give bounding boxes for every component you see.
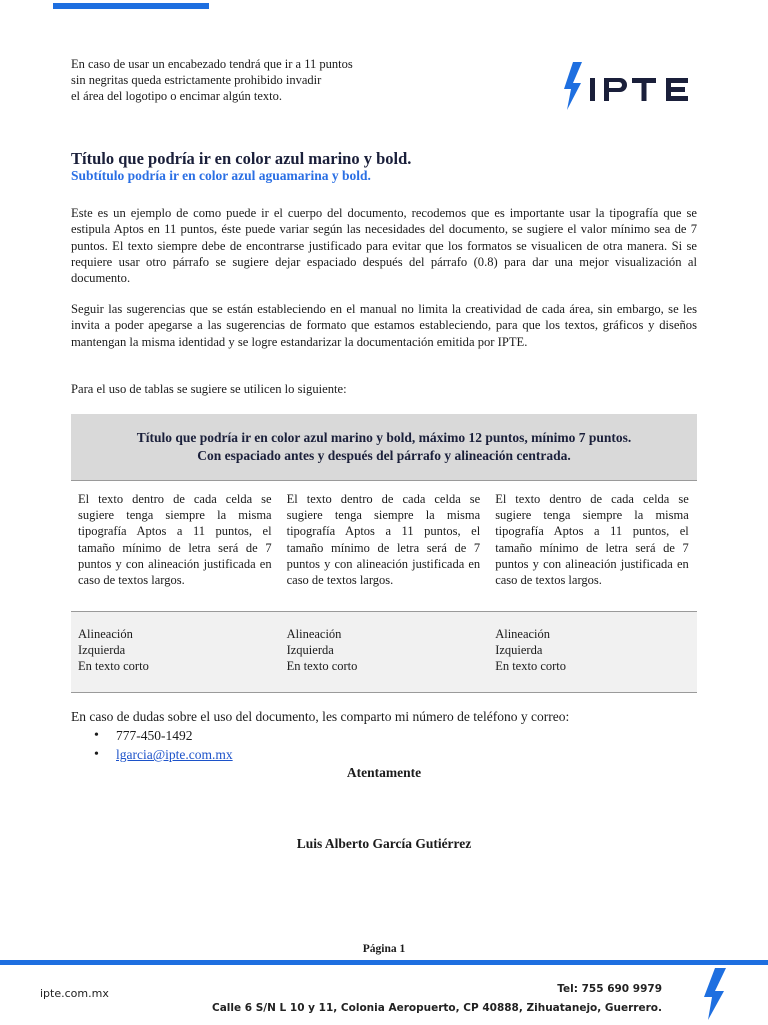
header-note-line: sin negritas queda estrictamente prohibido invadir	[71, 73, 322, 87]
cell-line: Alineación	[495, 627, 551, 641]
table-intro-paragraph: Para el uso de tablas se sugiere se utilicen lo siguiente:	[71, 382, 347, 396]
table-cell	[488, 612, 697, 692]
cell-line: Izquierda	[286, 643, 334, 658]
contact-list	[94, 726, 233, 764]
cell-line: Alineación	[286, 627, 342, 641]
cell-line: En texto corto	[495, 659, 567, 674]
cell-line: Izquierda	[495, 643, 543, 658]
email-link[interactable]: lgarcia@ipte.com.mx	[116, 747, 233, 762]
document-subtitle: Subtítulo podría ir en color azul aguamarina y bold.	[71, 168, 371, 183]
footer-address: Calle 6 S/N L 10 y 11, Colonia Aeropuerto, CP 40888, Zihuatanejo, Guerrero.	[211, 1002, 662, 1014]
top-accent-bar	[53, 3, 209, 9]
signatory-name: Luis Alberto García Gutiérrez	[296, 836, 472, 851]
footer-rule	[0, 960, 768, 965]
format-table	[71, 414, 697, 693]
document-title: Título que podría ir en color azul marino y bold.	[71, 149, 412, 168]
logo-bolt-icon	[564, 62, 582, 110]
table-cell: El texto dentro de cada celda se sugiere tenga siempre la misma tipografía Aptos a 11 puntos, el tamaño mínimo de letra será de 7 puntos y con alineación justificada en caso de textos largos.	[78, 492, 272, 588]
footer-phone: Tel: 755 690 9979	[557, 983, 662, 995]
cell-line: Alineación	[78, 627, 133, 641]
table-header-line: Título que podría ir en color azul marino y bold, máximo 12 puntos, mínimo 7 puntos.	[136, 430, 632, 445]
footer-website: ipte.com.mx	[40, 987, 109, 1000]
phone-number: 777-450-1492	[116, 728, 193, 743]
header-note	[71, 56, 411, 104]
body-paragraph: Este es un ejemplo de como puede ir el cuerpo del documento, recodemos que es importante usar la tipografía que se estipula Aptos en 11 puntos, éste puede variar según las necesidades del documento, se sugiere el valor mínimo sea de 7 puntos. El texto siempre debe de encontrarse justificado para evitar que los formatos se visualicen de otra manera. Si se requiere usar otro párrafo se sugiere dejar espaciado después del párrafo (0.8) para dar una mejor visualización al documento.	[71, 206, 697, 286]
ipte-logo	[562, 62, 702, 110]
header-note-line: el área del logotipo o encimar algún texto.	[71, 89, 283, 103]
footer-contact	[200, 980, 662, 1018]
ipte-logo-graphic	[562, 62, 702, 110]
table-cell	[280, 612, 489, 692]
contact-phone	[94, 726, 233, 745]
table-header-line: Con espaciado antes y después del párrafo y alineación centrada.	[197, 448, 571, 463]
table-cell	[71, 612, 280, 692]
table-header	[71, 414, 697, 480]
header-note-line: En caso de usar un encabezado tendrá que ir a 11 puntos	[71, 57, 353, 71]
cell-line: En texto corto	[78, 659, 149, 674]
salutation: Atentamente	[346, 765, 422, 780]
table-row	[71, 612, 697, 693]
table-cell: El texto dentro de cada celda se sugiere tenga siempre la misma tipografía Aptos a 11 puntos, el tamaño mínimo de letra será de 7 puntos y con alineación justificada en caso de textos largos.	[286, 492, 481, 588]
cell-line: En texto corto	[286, 659, 358, 674]
contact-email	[94, 745, 233, 764]
table-cell: El texto dentro de cada celda se sugiere tenga siempre la misma tipografía Aptos a 11 puntos, el tamaño mínimo de letra será de 7 puntos y con alineación justificada en caso de textos largos.	[495, 492, 689, 588]
contact-intro: En caso de dudas sobre el uso del documento, les comparto mi número de teléfono y correo:	[71, 709, 570, 724]
footer-bolt-icon	[702, 968, 732, 1020]
body-paragraph: Seguir las sugerencias que se están estableciendo en el manual no limita la creatividad de cada área, sin embargo, se les invita a poder apegarse a las sugerencias de formato que estamos estableciendo, para que los textos, gráficos y diseños mantengan la misma identidad y se logre estandarizar la documentación emitida por IPTE.	[71, 302, 697, 349]
page-number: Página 1	[362, 943, 406, 955]
cell-line: Izquierda	[78, 643, 126, 658]
table-row	[71, 480, 697, 612]
